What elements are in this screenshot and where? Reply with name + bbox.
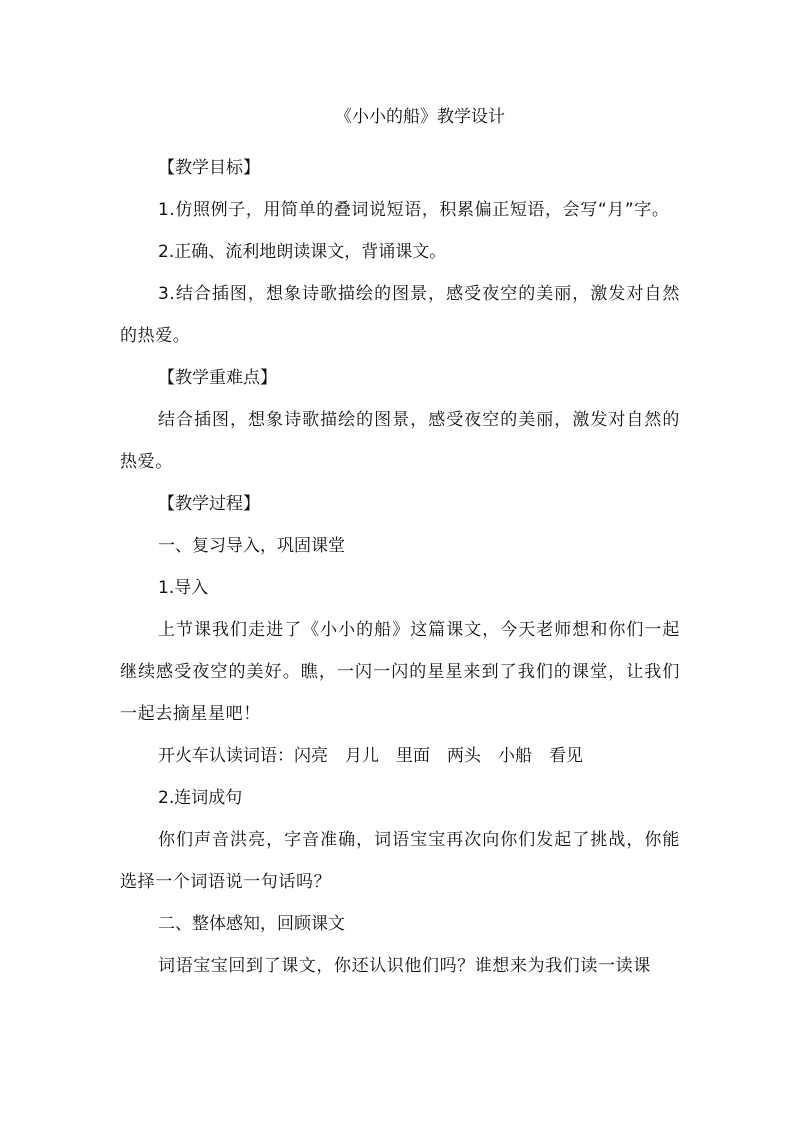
section-heading-process: 【教学过程】 [158, 494, 260, 514]
key-points-text: 结合插图，想象诗歌描绘的图景，感受夜空的美丽，激发对自然的热爱。 [120, 410, 680, 472]
step-1-heading: 1.导入 [158, 578, 209, 598]
part-2-text: 词语宝宝回到了课文，你还认识他们吗？谁想来为我们读一读课 [158, 956, 651, 976]
goal-item-1: 1.仿照例子，用简单的叠词说短语，积累偏正短语，会写“月”字。 [158, 200, 670, 220]
page-title: 《小小的船》教学设计 [335, 107, 505, 127]
section-heading-key-points: 【教学重难点】 [158, 368, 277, 388]
part-2-heading: 二、整体感知，回顾课文 [158, 914, 345, 934]
section-heading-goals: 【教学目标】 [158, 158, 260, 178]
goal-item-3: 3.结合插图，想象诗歌描绘的图景，感受夜空的美丽，激发对自然的热爱。 [120, 284, 680, 346]
goal-item-2: 2.正确、流利地朗读课文，背诵课文。 [158, 242, 447, 262]
step-1-text: 上节课我们走进了《小小的船》这篇课文，今天老师想和你们一起继续感受夜空的美好。瞧，一闪一闪的星星来到了我们的课堂，让我们一起去摘星星吧！ [120, 620, 680, 724]
document-content [120, 102, 680, 987]
part-1-heading: 一、复习导入，巩固课堂 [158, 536, 345, 556]
step-2-text: 你们声音洪亮，字音准确，词语宝宝再次向你们发起了挑战，你能选择一个词语说一句话吗？ [120, 830, 680, 892]
step-1-words: 开火车认读词语：闪亮 月儿 里面 两头 小船 看见 [158, 746, 583, 766]
step-2-heading: 2.连词成句 [158, 788, 243, 808]
